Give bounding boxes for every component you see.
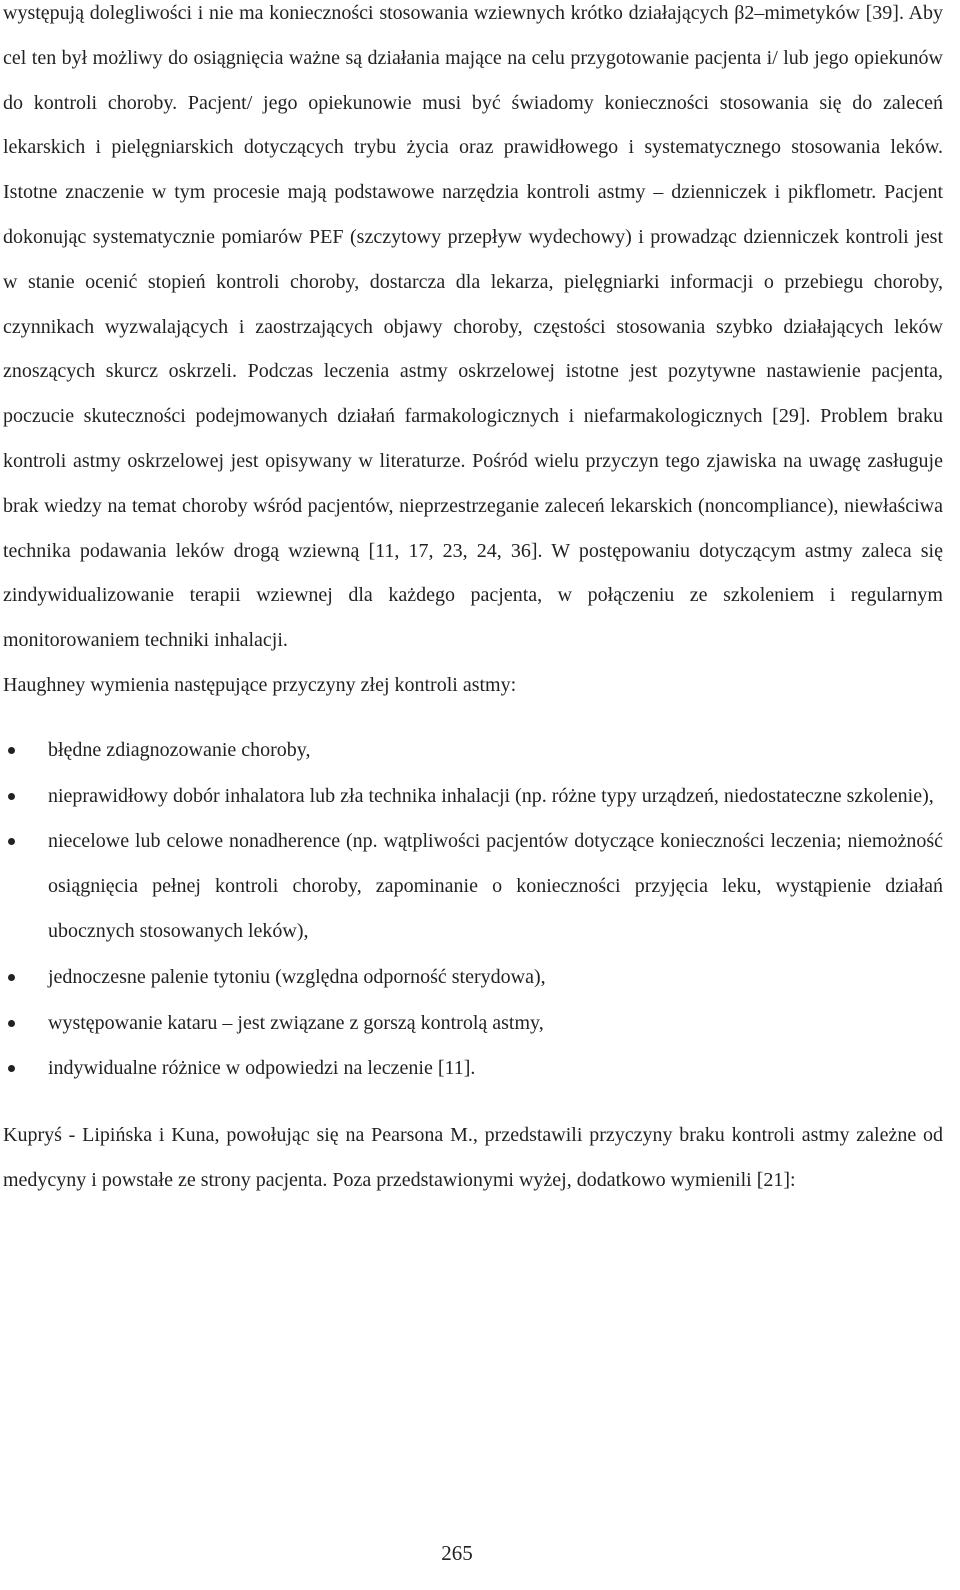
body-paragraph-2: Kupryś - Lipińska i Kuna, powołując się na Pearsona M., przedstawili przyczyny braku kontroli astmy zależne od medycyny i powstałe ze strony pacjenta. Poza przedstawionymi wyżej, dodatkowo wymienili [21]:	[3, 1124, 943, 1191]
list-item	[3, 955, 943, 1000]
list-item-text: jednoczesne palenie tytoniu (względna odporność sterydowa),	[48, 965, 546, 988]
page-number: 265	[441, 1541, 473, 1565]
list-item	[3, 1001, 943, 1046]
list-item	[3, 819, 943, 953]
list-item-text: występowanie kataru – jest związane z gorszą kontrolą astmy,	[48, 1011, 544, 1034]
bullet-list	[3, 728, 943, 1091]
document-page	[3, 0, 943, 1203]
list-item	[3, 728, 943, 773]
bullet-icon	[8, 793, 15, 800]
body-paragraph-1: występują dolegliwości i nie ma konieczności stosowania wziewnych krótko działających β2–mimetyków [39]. Aby cel ten był możliwy do osiągnięcia ważne są działania mające na celu przygotowanie pacjenta i/ lub jego opiekunów do kontroli choroby. Pacjent/ jego opiekunowie musi być świadomy konieczności stosowania się do zaleceń lekarskich i pielęgniarskich dotyczących trybu życia oraz prawidłowego i systematycznego stosowania leków. Istotne znaczenie w tym procesie mają podstawowe narzędzia kontroli astmy – dzienniczek i pikflometr. Pacjent dokonując systematycznie pomiarów PEF (szczytowy przepływ wydechowy) i prowadząc dzienniczek kontroli jest w stanie ocenić stopień kontroli choroby, dostarcza dla lekarza, pielęgniarki informacji o przebiegu choroby, czynnikach wyzwalających i zaostrzających objawy choroby, częstości stosowania szybko działających leków znoszących skurcz oskrzeli. Podczas leczenia astmy oskrzelowej istotne jest pozytywne nastawienie pacjenta, poczucie skuteczności podejmowanych działań farmakologicznych i niefarmakologicznych [29]. Problem braku kontroli astmy oskrzelowej jest opisywany w literaturze. Pośród wielu przyczyn tego zjawiska na uwagę zasługuje brak wiedzy na temat choroby wśród pacjentów, nieprzestrzeganie zaleceń lekarskich (noncompliance), niewłaściwa technika podawania leków drogą wziewną [11, 17, 23, 24, 36]. W postępowaniu dotyczącym astmy zaleca się zindywidualizowanie terapii wziewnej dla każdego pacjenta, w połączeniu ze szkoleniem i regularnym monitorowaniem techniki inhalacji.	[3, 2, 943, 652]
list-item-text: indywidualne różnice w odpowiedzi na leczenie [11].	[48, 1057, 476, 1080]
bullet-icon	[8, 838, 15, 845]
bullet-icon	[8, 1020, 15, 1027]
list-item-text: niecelowe lub celowe nonadherence (np. wątpliwości pacjentów dotyczące konieczności leczenia; niemożność osiągnięcia pełnej kontroli choroby, zapominanie o konieczności przyjęcia leku, wystąpienie działań ubocznych stosowanych leków),	[48, 830, 943, 942]
bullet-icon	[8, 747, 15, 754]
bullet-icon	[8, 1065, 15, 1072]
bullet-icon	[8, 974, 15, 981]
list-item-text: błędne zdiagnozowanie choroby,	[48, 738, 311, 761]
list-item-text: nieprawidłowy dobór inhalatora lub zła technika inhalacji (np. różne typy urządzeń, niedostateczne szkolenie),	[48, 784, 934, 807]
list-item	[3, 1046, 943, 1091]
list-item	[3, 774, 943, 819]
list-intro: Haughney wymienia następujące przyczyny złej kontroli astmy:	[3, 673, 517, 696]
